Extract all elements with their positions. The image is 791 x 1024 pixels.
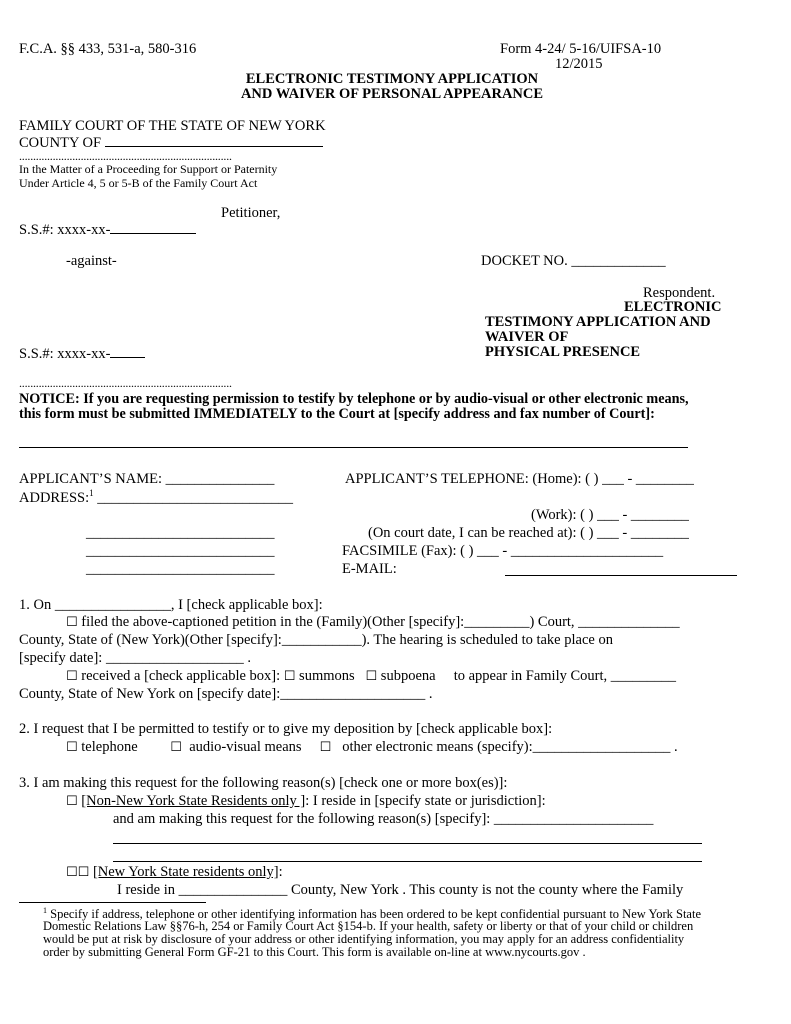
county-label: COUNTY OF bbox=[19, 135, 102, 151]
ssn-input-line[interactable] bbox=[110, 220, 196, 234]
email-field[interactable] bbox=[342, 561, 397, 578]
matter-line1: In the Matter of a Proceeding for Support or Paternity bbox=[19, 162, 278, 176]
address-line-2[interactable]: __________________________ bbox=[86, 525, 275, 541]
notice-line1: NOTICE: If you are requesting permission to testify by telephone or by audio-visual or other electronic means, bbox=[19, 391, 689, 407]
county-input-line[interactable] bbox=[105, 133, 323, 147]
item1-received-text: received a [check applicable box]: bbox=[81, 668, 281, 684]
form-title-line1: ELECTRONIC TESTIMONY APPLICATION bbox=[245, 71, 539, 87]
summons-checkbox[interactable]: ☐ bbox=[283, 669, 296, 684]
audio-visual-checkbox[interactable]: ☐ bbox=[170, 740, 182, 755]
item1-filed-row bbox=[66, 614, 680, 631]
item3-line1: 3. I am making this request for the following reason(s) [check one or more box(es)]: bbox=[19, 775, 508, 791]
court-address-input-line[interactable] bbox=[19, 447, 688, 448]
ny-resident-checkbox[interactable]: ☐ bbox=[66, 865, 78, 880]
audio-visual-option-label: audio-visual means bbox=[189, 739, 302, 755]
petitioner-label: Petitioner, bbox=[221, 205, 281, 221]
reason-line[interactable]: and am making this request for the following reason(s) [specify]: ______________________ bbox=[113, 811, 654, 827]
email-label: E-MAIL: bbox=[342, 561, 397, 577]
petitioner-ssn-field[interactable] bbox=[19, 220, 196, 239]
footnote-mark: 1 bbox=[43, 906, 47, 915]
item1-line6: County, State of New York on [specify date]:____________________ . bbox=[19, 686, 433, 702]
court-date-phone-field[interactable]: (On court date, I can be reached at): ( ) ___ - ________ bbox=[368, 525, 689, 541]
ny-resident-colon: : bbox=[278, 864, 283, 880]
address-line-3[interactable]: __________________________ bbox=[86, 543, 275, 559]
address-input-line[interactable]: ___________________________ bbox=[93, 489, 293, 506]
footnote-ref: 1 bbox=[89, 488, 94, 498]
ny-resident-label: [New York State residents only] bbox=[92, 864, 279, 880]
non-ny-resident-checkbox[interactable]: ☐ bbox=[66, 794, 78, 809]
item1-received-row bbox=[66, 668, 676, 685]
other-electronic-checkbox[interactable]: ☐ bbox=[319, 740, 332, 755]
footnote-line2: Domestic Relations Law §§76-h, 254 or Family Court Act §154-b. If your health, safety or liberty or that of your child or children bbox=[43, 919, 694, 933]
ssn-label: S.S.#: xxxx-xx- bbox=[19, 346, 111, 362]
reason-input-line-2[interactable] bbox=[113, 843, 702, 844]
respondent-ssn-field[interactable] bbox=[19, 344, 145, 363]
doc-title-3: WAIVER OF bbox=[485, 329, 569, 345]
telephone-checkbox[interactable]: ☐ bbox=[66, 740, 78, 755]
address-line-4[interactable]: __________________________ bbox=[86, 561, 275, 577]
form-number: Form 4-24/ 5-16/UIFSA-10 bbox=[500, 41, 662, 57]
item2-line1: 2. I request that I be permitted to testify or to give my deposition by [check applicable box]: bbox=[19, 721, 553, 737]
caption-dots: ............................................................................ bbox=[19, 149, 232, 163]
caption-dots-2: ............................................................................ bbox=[19, 376, 232, 390]
telephone-work-field[interactable]: (Work): ( ) ___ - ________ bbox=[531, 507, 689, 523]
telephone-option-label: telephone bbox=[81, 739, 138, 755]
reason-input-line-3[interactable] bbox=[113, 861, 702, 862]
footnote-separator bbox=[19, 902, 206, 903]
non-ny-resident-label: [Non-New York State Residents only ] bbox=[81, 793, 306, 809]
doc-title-4: PHYSICAL PRESENCE bbox=[485, 344, 641, 360]
docket-number[interactable]: DOCKET NO. _____________ bbox=[481, 253, 666, 269]
footnote-line3: would be put at risk by disclosure of your address or other identifying information, you may apply for an address confidentiality bbox=[43, 932, 685, 946]
item1-appear-text: to appear in Family Court, _________ bbox=[453, 668, 676, 684]
telephone-home-field[interactable]: APPLICANT’S TELEPHONE: (Home): ( ) ___ - ________ bbox=[345, 471, 694, 487]
matter-line2: Under Article 4, 5 or 5-B of the Family Court Act bbox=[19, 176, 258, 190]
notice-line2: this form must be submitted IMMEDIATELY to the Court at [specify address and fax number of Court]: bbox=[19, 406, 655, 422]
item1-line4: [specify date]: ___________________ . bbox=[19, 650, 251, 666]
item1-line1: 1. On ________________, I [check applicable box]: bbox=[19, 597, 323, 613]
doc-title-2: TESTIMONY APPLICATION AND bbox=[485, 314, 711, 330]
applicant-address-field[interactable] bbox=[19, 488, 293, 507]
footnote-line4: order by submitting General Form GF-21 to this Court. This form is available on-line at www.nycourts.gov . bbox=[43, 945, 586, 959]
non-ny-resident-text: : I reside in [specify state or jurisdiction]: bbox=[305, 793, 546, 809]
other-electronic-option-label: other electronic means (specify):___________________ . bbox=[342, 739, 678, 755]
ssn-label: S.S.#: xxxx-xx- bbox=[19, 222, 111, 238]
footnote-text-1: Specify if address, telephone or other identifying information has been ordered to be kept confidential pursuant to New York State bbox=[50, 907, 701, 922]
received-checkbox[interactable]: ☐ bbox=[66, 669, 78, 684]
statute-citation: F.C.A. §§ 433, 531-a, 580-316 bbox=[19, 41, 197, 57]
fax-field[interactable]: FACSIMILE (Fax): ( ) ___ - _____________________ bbox=[342, 543, 664, 559]
ssn-input-line[interactable] bbox=[110, 344, 145, 358]
address-label: ADDRESS: bbox=[19, 489, 90, 506]
form-title-line2: AND WAIVER OF PERSONAL APPEARANCE bbox=[240, 86, 544, 102]
filed-checkbox[interactable]: ☐ bbox=[66, 615, 78, 630]
subpoena-label: subpoena bbox=[380, 668, 436, 684]
summons-label: summons bbox=[299, 668, 355, 684]
non-ny-resident-row bbox=[66, 793, 546, 810]
court-name: FAMILY COURT OF THE STATE OF NEW YORK bbox=[19, 118, 326, 134]
ny-resident-row bbox=[66, 864, 283, 881]
item1-filed-text: filed the above-captioned petition in the (Family)(Other [specify]:_________) Court, ______________ bbox=[81, 614, 680, 630]
respondent-label: Respondent. bbox=[643, 285, 716, 301]
against-label: -against- bbox=[66, 253, 117, 269]
subpoena-checkbox[interactable]: ☐ bbox=[365, 669, 378, 684]
applicant-name-field[interactable]: APPLICANT’S NAME: _______________ bbox=[19, 471, 275, 487]
email-input-line[interactable] bbox=[505, 575, 737, 576]
item2-options bbox=[66, 739, 678, 756]
ny-resident-checkbox-2[interactable]: ☐ bbox=[77, 865, 90, 880]
doc-title-1: ELECTRONIC bbox=[624, 299, 722, 315]
form-date: 12/2015 bbox=[555, 56, 603, 72]
item1-line3: County, State of (New York)(Other [specify]:___________). The hearing is scheduled to take place on bbox=[19, 632, 613, 648]
reside-line: I reside in _______________ County, New York . This county is not the county where the Family bbox=[117, 882, 684, 898]
